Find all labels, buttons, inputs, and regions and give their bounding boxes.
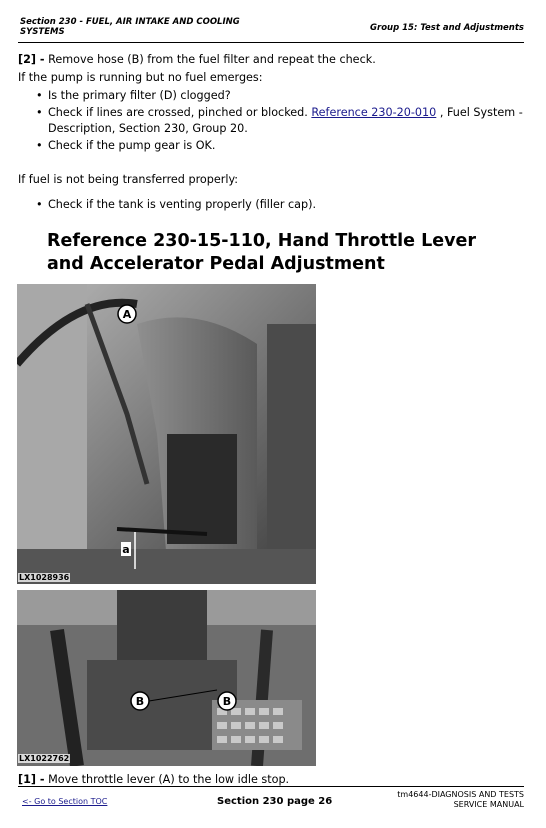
pump-running-text: If the pump is running but no fuel emerges:	[18, 71, 263, 84]
step-2-number: [2] -	[18, 53, 45, 66]
page-number: Section 230 page 26	[217, 796, 333, 807]
bullet-item-text: Description, Section 230, Group 20.	[48, 122, 248, 135]
bullet-item-text: Check if lines are crossed, pinched or blocked.	[48, 105, 308, 119]
callout-a-label: A	[122, 308, 132, 321]
step-1-text: Move throttle lever (A) to the low idle stop.	[44, 773, 290, 786]
figure-accelerator-pedal	[17, 590, 316, 766]
bullet-item-text: , Fuel System -	[436, 105, 523, 119]
measurement-a-label: a	[122, 543, 130, 556]
page-header	[18, 16, 524, 43]
go-to-toc-link[interactable]: <- Go to Section TOC	[22, 797, 108, 806]
manual-title-line2: SERVICE MANUAL	[453, 800, 524, 809]
step-1	[18, 773, 289, 787]
bullet-item: • Check if the tank is venting properly (filler cap).	[36, 197, 316, 214]
figure-throttle-lever	[17, 284, 316, 584]
footer-divider	[18, 786, 524, 787]
bullet-item	[36, 105, 523, 138]
reference-link[interactable]: Reference 230-20-010	[311, 105, 437, 119]
callout-b-label: B	[135, 695, 145, 708]
manual-title-line1: tm4644-DIAGNOSIS AND TESTS	[397, 790, 524, 799]
bullet-list-1	[36, 88, 523, 154]
callout-b-label: B	[222, 695, 232, 708]
pedal-photo-image	[17, 590, 316, 766]
throttle-photo-image	[17, 284, 316, 584]
not-transferred-text: If fuel is not being transferred properly:	[18, 173, 239, 186]
bullet-list-2	[36, 197, 316, 214]
step-2-text: Remove hose (B) from the fuel filter and repeat the check.	[44, 53, 376, 66]
bullet-item: • Check if the pump gear is OK.	[36, 138, 523, 155]
section-title: Section 230 - FUEL, AIR INTAKE AND COOLING SYSTEMS	[20, 17, 240, 37]
bullet-item: • Is the primary filter (D) clogged?	[36, 88, 523, 105]
step-2	[18, 53, 376, 67]
section-heading: Reference 230-15-110, Hand Throttle Lever and Accelerator Pedal Adjustment	[47, 231, 476, 274]
step-1-number: [1] -	[18, 773, 45, 786]
figure-id: LX1028936	[19, 573, 70, 582]
figure-id: LX1022762	[19, 754, 70, 763]
group-title: Group 15: Test and Adjustments	[370, 23, 524, 33]
manual-title	[397, 790, 524, 810]
